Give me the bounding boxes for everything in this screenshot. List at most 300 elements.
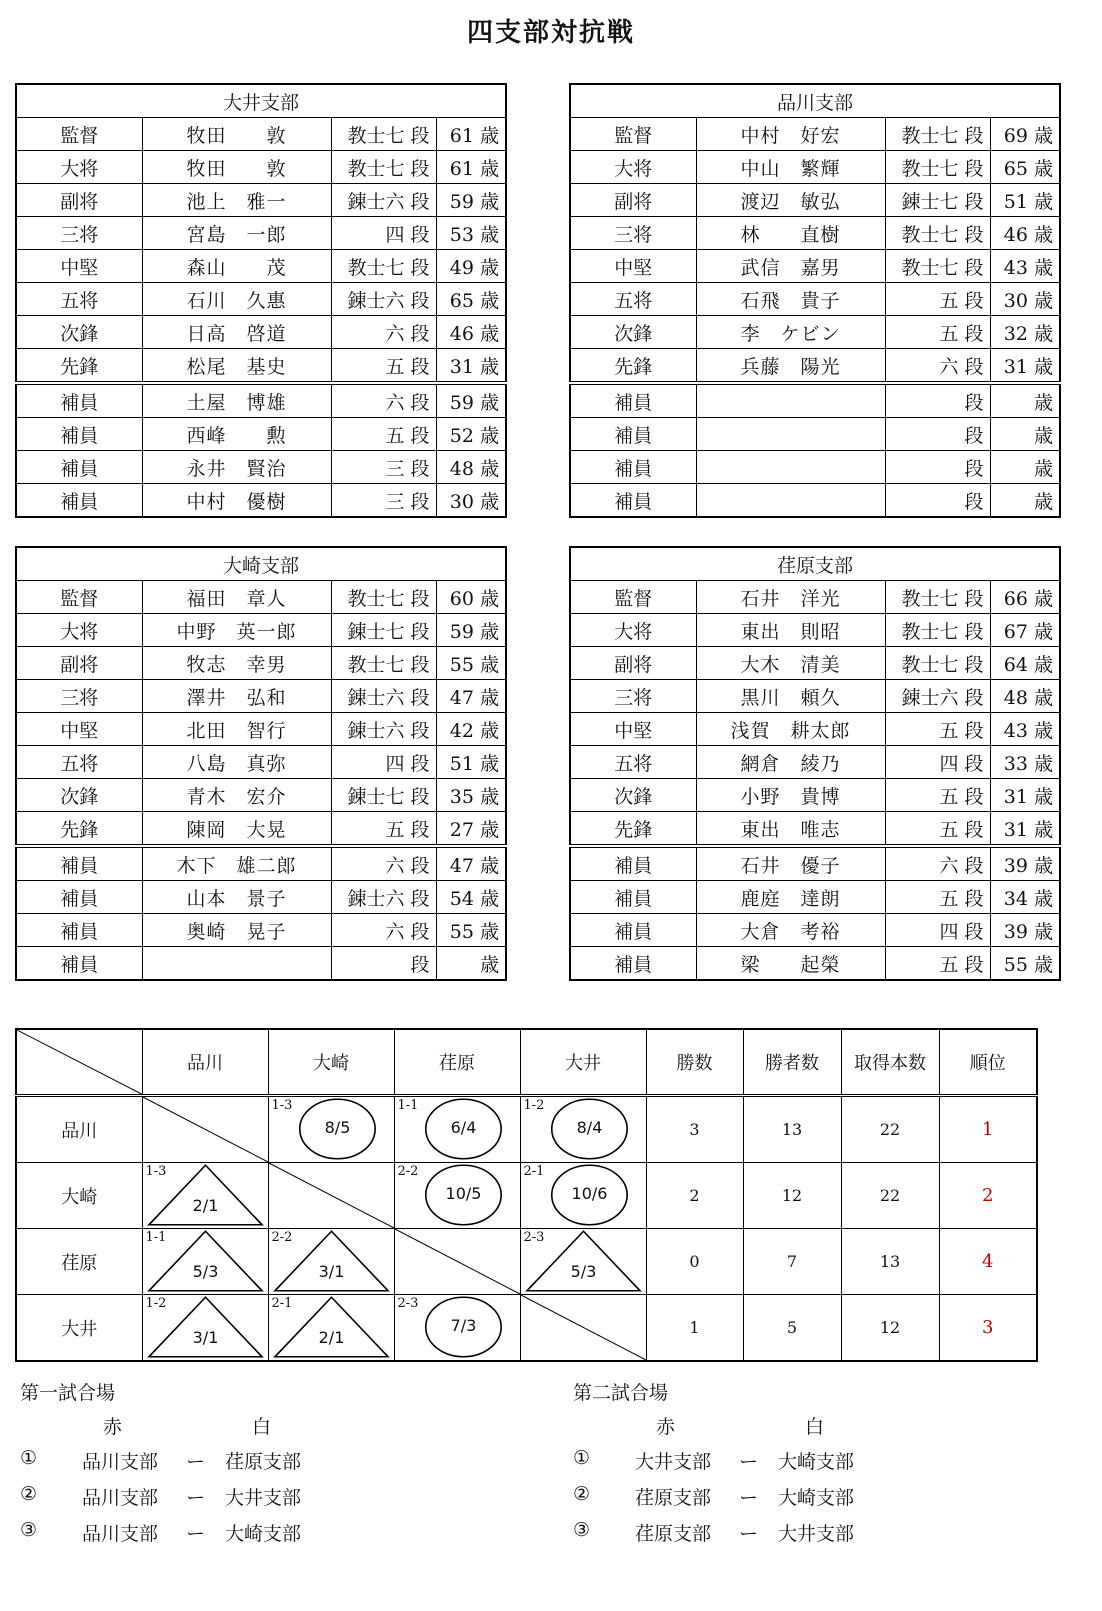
match-code: 1-1 [397,1098,419,1113]
roster-age: 39 歳 [990,914,1060,947]
loss-triangle-icon [271,1230,387,1291]
roster-age: 43 歳 [990,713,1060,746]
match-dash: ー [739,1451,759,1473]
league-wins: 2 [646,1163,743,1229]
match-score: 2/1 [192,1196,219,1215]
league-stat-header: 勝者数 [743,1029,841,1096]
roster-age: 49 歳 [436,250,506,283]
roster-name: 網倉 綾乃 [696,746,885,779]
match-code: 1-2 [145,1296,167,1311]
roster-age: 60 歳 [436,581,506,614]
roster-name: 東出 則昭 [696,614,885,647]
roster-row [570,349,1060,384]
roster-role: 中堅 [570,713,696,746]
roster-row [570,614,1060,647]
league-rank: 3 [939,1295,1037,1362]
roster-name: 青木 宏介 [142,779,331,812]
team-name: 大崎支部 [16,547,506,581]
roster-row [16,250,506,283]
roster-row [570,947,1060,981]
roster-name [696,418,885,451]
roster-age: 59 歳 [436,184,506,217]
roster-name: 石井 優子 [696,846,885,881]
league-rank: 2 [939,1163,1037,1229]
roster-rank: 四 段 [331,746,436,779]
roster-role: 監督 [16,581,142,614]
league-row [16,1163,1037,1229]
roster-role: 補員 [16,484,142,518]
roster-role: 先鋒 [570,349,696,384]
league-self-cell [142,1096,268,1163]
match-dash: ー [739,1523,759,1545]
roster-rank: 六 段 [885,846,990,881]
roster-role: 副将 [16,647,142,680]
league-stat-header: 勝数 [646,1029,743,1096]
roster-role: 補員 [570,914,696,947]
match-number: ③ [20,1519,38,1541]
match-code: 2-1 [523,1164,545,1179]
roster-age: 52 歳 [436,418,506,451]
roster-rank: 五 段 [885,283,990,316]
venue-block [20,1378,500,1578]
roster-name: 中村 好宏 [696,118,885,151]
roster-age: 65 歳 [990,151,1060,184]
roster-rank: 段 [885,418,990,451]
roster-rank: 教士七 段 [331,647,436,680]
roster-name: 牧志 幸男 [142,647,331,680]
roster-age: 61 歳 [436,118,506,151]
roster-name: 梁 起榮 [696,947,885,981]
league-self-cell [268,1163,394,1229]
roster-role: 次鋒 [570,316,696,349]
roster-rank: 六 段 [331,846,436,881]
roster-rank: 五 段 [885,812,990,847]
roster-role: 副将 [16,184,142,217]
roster-rank: 教士七 段 [331,250,436,283]
roster-name [696,383,885,418]
roster-rank: 錬士六 段 [331,283,436,316]
loss-triangle-icon [145,1296,261,1357]
roster-rank: 錬士七 段 [885,184,990,217]
roster-row [570,118,1060,151]
roster-age: 66 歳 [990,581,1060,614]
roster-role: 補員 [16,914,142,947]
roster-name [696,451,885,484]
roster-name: 浅賀 耕太郎 [696,713,885,746]
roster-name: 木下 雄二郎 [142,846,331,881]
red-team: 荏原支部 [635,1523,712,1545]
league-col-header: 大崎 [268,1029,394,1096]
roster-row [16,881,506,914]
match-score: 7/3 [450,1316,477,1335]
league-wins: 0 [646,1229,743,1295]
roster-role: 補員 [16,881,142,914]
roster-age: 歳 [990,484,1060,518]
roster-row [16,118,506,151]
roster-role: 補員 [570,418,696,451]
league-result-cell [142,1295,268,1362]
roster-row [16,151,506,184]
roster-name: 土屋 博雄 [142,383,331,418]
roster-role: 大将 [16,151,142,184]
roster-rank: 六 段 [331,383,436,418]
league-row-team: 大崎 [16,1163,142,1229]
roster-rank: 段 [885,484,990,518]
roster-role: 大将 [16,614,142,647]
roster-role: 次鋒 [16,779,142,812]
roster-age: 46 歳 [990,217,1060,250]
roster-row [570,812,1060,847]
roster-age: 51 歳 [436,746,506,779]
red-side-label: 赤 [656,1416,676,1438]
match-dash: ー [186,1487,206,1509]
match-code: 2-1 [271,1296,293,1311]
roster-rank: 五 段 [331,349,436,384]
roster-row [570,581,1060,614]
roster-role: 先鋒 [570,812,696,847]
league-row [16,1096,1037,1163]
venue-title: 第二試合場 [573,1382,669,1404]
red-side-label: 赤 [103,1416,123,1438]
league-result-cell [394,1096,520,1163]
roster-age: 48 歳 [436,451,506,484]
league-row-team: 大井 [16,1295,142,1362]
roster-rank: 教士七 段 [885,647,990,680]
white-side-label: 白 [252,1416,272,1438]
roster-age: 31 歳 [990,779,1060,812]
roster-age: 39 歳 [990,846,1060,881]
roster-rank: 教士七 段 [885,118,990,151]
league-result-cell [268,1229,394,1295]
roster-rank: 教士七 段 [885,250,990,283]
roster-age: 55 歳 [990,947,1060,981]
match-score: 6/4 [450,1118,477,1137]
roster-rank: 五 段 [885,779,990,812]
roster-row [570,680,1060,713]
roster-row [16,184,506,217]
roster-rank: 教士七 段 [885,217,990,250]
roster-role: 補員 [570,484,696,518]
match-number: ① [573,1447,591,1469]
roster-name: 小野 貴博 [696,779,885,812]
roster-role: 三将 [570,217,696,250]
roster-rank: 錬士六 段 [331,713,436,746]
roster-row [16,713,506,746]
roster-rank: 六 段 [331,914,436,947]
roster-name [696,484,885,518]
roster-row [16,746,506,779]
roster-name: 中山 繁輝 [696,151,885,184]
roster-name: 池上 雅一 [142,184,331,217]
league-points: 22 [841,1163,939,1229]
roster-name: 永井 賢治 [142,451,331,484]
roster-rank: 教士七 段 [885,614,990,647]
league-result-cell [142,1163,268,1229]
roster-rank: 五 段 [331,418,436,451]
match-dash: ー [186,1451,206,1473]
roster-name: 大倉 考裕 [696,914,885,947]
roster-role: 次鋒 [570,779,696,812]
roster-role: 五将 [570,746,696,779]
roster-age: 65 歳 [436,283,506,316]
roster-role: 補員 [570,947,696,981]
roster-age: 59 歳 [436,383,506,418]
league-result-cell [394,1295,520,1362]
league-table [15,1028,1038,1362]
roster-role: 五将 [16,746,142,779]
roster-name: 松尾 基史 [142,349,331,384]
roster-name: 兵藤 陽光 [696,349,885,384]
match-code: 1-3 [271,1098,293,1113]
roster-name: 石井 洋光 [696,581,885,614]
roster-name: 李 ケビン [696,316,885,349]
league-result-cell [142,1229,268,1295]
loss-triangle-icon [145,1164,261,1225]
roster-row [570,779,1060,812]
match-score: 5/3 [570,1262,597,1281]
roster-age: 33 歳 [990,746,1060,779]
roster-age: 48 歳 [990,680,1060,713]
league-wins: 3 [646,1096,743,1163]
league-winners: 5 [743,1295,841,1362]
match-code: 2-2 [397,1164,419,1179]
roster-rank: 四 段 [885,914,990,947]
team-table [15,546,507,981]
team-name: 品川支部 [570,84,1060,118]
red-team: 品川支部 [82,1487,159,1509]
roster-name: 東出 唯志 [696,812,885,847]
roster-rank: 教士七 段 [885,581,990,614]
roster-row [16,947,506,981]
match-code: 1-2 [523,1098,545,1113]
league-col-header: 荏原 [394,1029,520,1096]
match-number: ② [573,1483,591,1505]
league-winners: 12 [743,1163,841,1229]
venue-title: 第一試合場 [20,1382,116,1404]
roster-rank: 五 段 [885,713,990,746]
team-name: 荏原支部 [570,547,1060,581]
roster-role: 五将 [570,283,696,316]
roster-name: 大木 清美 [696,647,885,680]
roster-role: 補員 [16,846,142,881]
roster-row [570,151,1060,184]
roster-role: 補員 [16,947,142,981]
red-team: 荏原支部 [635,1487,712,1509]
roster-row [570,846,1060,881]
roster-row [16,283,506,316]
roster-row [16,779,506,812]
league-wins: 1 [646,1295,743,1362]
white-team: 荏原支部 [225,1451,302,1473]
roster-rank: 五 段 [885,947,990,981]
roster-name: 牧田 敦 [142,118,331,151]
roster-role: 五将 [16,283,142,316]
league-winners: 7 [743,1229,841,1295]
roster-role: 三将 [570,680,696,713]
roster-row [570,484,1060,518]
roster-age: 35 歳 [436,779,506,812]
white-team: 大崎支部 [778,1487,855,1509]
roster-role: 監督 [570,118,696,151]
roster-role: 中堅 [16,713,142,746]
roster-role: 大将 [570,614,696,647]
white-team: 大崎支部 [225,1523,302,1545]
roster-name: 牧田 敦 [142,151,331,184]
roster-age: 55 歳 [436,914,506,947]
league-stat-header: 取得本数 [841,1029,939,1096]
league-result-cell [268,1096,394,1163]
roster-name: 林 直樹 [696,217,885,250]
roster-name: 黒川 頼久 [696,680,885,713]
league-winners: 13 [743,1096,841,1163]
roster-row [16,812,506,847]
roster-name: 渡辺 敏弘 [696,184,885,217]
roster-age: 43 歳 [990,250,1060,283]
roster-row [570,316,1060,349]
roster-rank: 錬士六 段 [331,680,436,713]
roster-age: 69 歳 [990,118,1060,151]
roster-age: 46 歳 [436,316,506,349]
league-self-cell [520,1295,646,1362]
roster-role: 先鋒 [16,349,142,384]
roster-rank: 段 [331,947,436,981]
roster-rank: 教士七 段 [331,581,436,614]
match-score: 3/1 [192,1328,219,1347]
roster-row [16,418,506,451]
match-code: 1-1 [145,1230,167,1245]
roster-age: 歳 [436,947,506,981]
roster-age: 31 歳 [990,349,1060,384]
roster-row [570,250,1060,283]
league-row-team: 荏原 [16,1229,142,1295]
match-code: 2-2 [271,1230,293,1245]
roster-role: 副将 [570,647,696,680]
roster-name: 福田 章人 [142,581,331,614]
match-number: ① [20,1447,38,1469]
roster-role: 監督 [570,581,696,614]
roster-age: 59 歳 [436,614,506,647]
match-number: ③ [573,1519,591,1541]
roster-row [570,881,1060,914]
roster-row [570,647,1060,680]
roster-name: 日高 啓道 [142,316,331,349]
roster-row [570,283,1060,316]
roster-row [16,614,506,647]
league-corner-cell [16,1029,142,1096]
roster-role: 監督 [16,118,142,151]
roster-row [16,846,506,881]
roster-row [570,217,1060,250]
white-team: 大井支部 [778,1523,855,1545]
roster-age: 53 歳 [436,217,506,250]
roster-role: 補員 [570,383,696,418]
roster-row [16,647,506,680]
match-code: 2-3 [397,1296,419,1311]
red-team: 大井支部 [635,1451,712,1473]
league-self-cell [394,1229,520,1295]
roster-age: 歳 [990,418,1060,451]
roster-row [16,581,506,614]
roster-rank: 六 段 [331,316,436,349]
league-points: 13 [841,1229,939,1295]
loss-triangle-icon [271,1296,387,1357]
roster-age: 42 歳 [436,713,506,746]
venue-block [573,1378,1053,1578]
loss-triangle-icon [523,1230,639,1291]
white-team: 大崎支部 [778,1451,855,1473]
roster-name: 石飛 貴子 [696,283,885,316]
league-result-cell [520,1163,646,1229]
roster-rank: 五 段 [331,812,436,847]
roster-name: 澤井 弘和 [142,680,331,713]
team-table [569,546,1061,981]
white-side-label: 白 [805,1416,825,1438]
league-rank: 4 [939,1229,1037,1295]
red-team: 品川支部 [82,1451,159,1473]
roster-age: 55 歳 [436,647,506,680]
roster-row [570,713,1060,746]
match-score: 3/1 [318,1262,345,1281]
match-code: 2-3 [523,1230,545,1245]
roster-name: 北田 智行 [142,713,331,746]
team-table [15,83,507,518]
roster-role: 大将 [570,151,696,184]
roster-rank: 四 段 [885,746,990,779]
league-col-header: 品川 [142,1029,268,1096]
match-score: 10/6 [571,1184,608,1203]
roster-rank: 五 段 [885,316,990,349]
match-score: 8/5 [324,1118,351,1137]
roster-rank: 錬士六 段 [331,881,436,914]
roster-rank: 教士七 段 [885,151,990,184]
roster-name: 鹿庭 達朗 [696,881,885,914]
roster-rank: 教士七 段 [331,151,436,184]
roster-role: 補員 [570,846,696,881]
roster-row [16,217,506,250]
team-table [569,83,1061,518]
roster-age: 34 歳 [990,881,1060,914]
match-code: 1-3 [145,1164,167,1179]
league-row [16,1295,1037,1362]
roster-rank: 教士七 段 [331,118,436,151]
roster-age: 64 歳 [990,647,1060,680]
roster-name: 森山 茂 [142,250,331,283]
league-col-header: 大井 [520,1029,646,1096]
roster-age: 67 歳 [990,614,1060,647]
roster-name: 中野 英一郎 [142,614,331,647]
league-result-cell [520,1096,646,1163]
roster-age: 32 歳 [990,316,1060,349]
roster-role: 三将 [16,680,142,713]
roster-rank: 段 [885,383,990,418]
red-team: 品川支部 [82,1523,159,1545]
roster-name: 石川 久惠 [142,283,331,316]
roster-role: 副将 [570,184,696,217]
roster-row [570,418,1060,451]
roster-row [570,746,1060,779]
white-team: 大井支部 [225,1487,302,1509]
league-header-row [16,1029,1037,1096]
roster-age: 31 歳 [990,812,1060,847]
roster-rank: 三 段 [331,451,436,484]
league-points: 12 [841,1295,939,1362]
roster-age: 54 歳 [436,881,506,914]
roster-name: 八島 真弥 [142,746,331,779]
roster-rank: 錬士七 段 [331,779,436,812]
roster-name: 奥崎 晃子 [142,914,331,947]
roster-age: 61 歳 [436,151,506,184]
match-number: ② [20,1483,38,1505]
